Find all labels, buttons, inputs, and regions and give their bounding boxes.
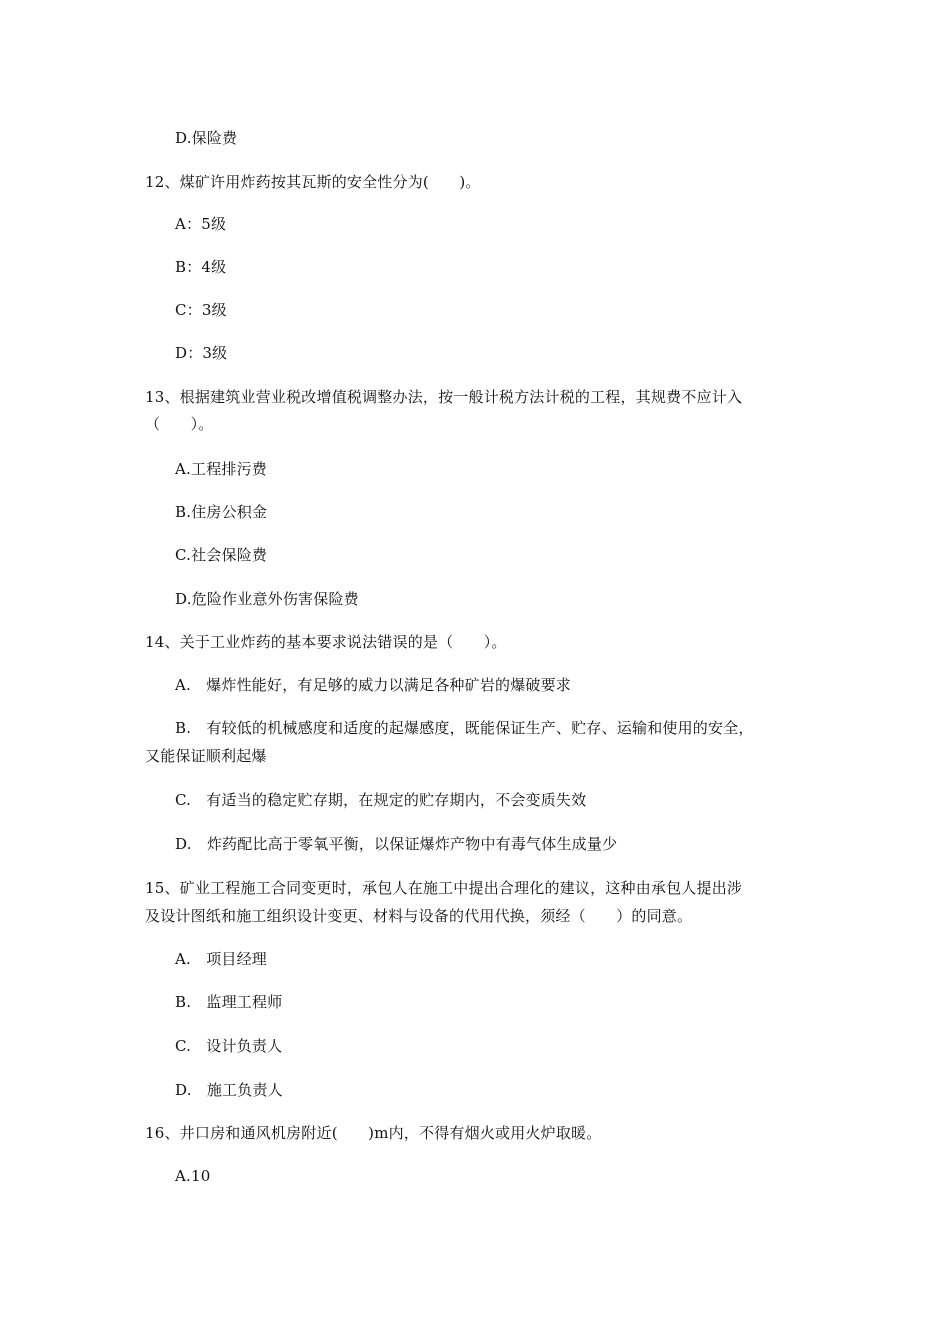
- option-13-a: A.工程排污费: [175, 460, 268, 478]
- option-15-d: D. 施工负责人: [175, 1081, 283, 1099]
- question-13: 13、根据建筑业营业税改增值税调整办法，按一般计税方法计税的工程，其规费不应计入: [145, 388, 743, 406]
- question-15-continuation: 及设计图纸和施工组织设计变更、材料与设备的代用代换，须经（ ）的同意。: [145, 907, 693, 925]
- question-15: 15、矿业工程施工合同变更时，承包人在施工中提出合理化的建议，这种由承包人提出涉: [145, 879, 743, 897]
- option-13-d: D.危险作业意外伤害保险费: [175, 590, 359, 608]
- option-14-c: C. 有适当的稳定贮存期，在规定的贮存期内，不会变质失效: [175, 791, 587, 809]
- option-14-b: B. 有较低的机械感度和适度的起爆感度，既能保证生产、贮存、运输和使用的安全，: [175, 719, 754, 737]
- option-13-c: C.社会保险费: [175, 546, 268, 564]
- option-12-c: C：3级: [175, 301, 227, 319]
- option-13-b: B.住房公积金: [175, 503, 268, 521]
- question-12: 12、煤矿许用炸药按其瓦斯的安全性分为( )。: [145, 173, 481, 191]
- option-15-c: C. 设计负责人: [175, 1037, 283, 1055]
- question-14: 14、关于工业炸药的基本要求说法错误的是（ ）。: [145, 633, 507, 651]
- option-12-a: A：5级: [175, 215, 227, 233]
- option-12-b: B：4级: [175, 258, 227, 276]
- option-14-d: D. 炸药配比高于零氧平衡，以保证爆炸产物中有毒气体生成量少: [175, 835, 618, 853]
- question-16: 16、井口房和通风机房附近( )m内，不得有烟火或用火炉取暖。: [145, 1124, 602, 1142]
- option-15-b: B. 监理工程师: [175, 993, 283, 1011]
- option-12-d: D：3级: [175, 344, 228, 362]
- option-16-a: A.10: [175, 1167, 211, 1185]
- question-13-continuation: （ ）。: [145, 415, 214, 433]
- option-15-a: A. 项目经理: [175, 950, 268, 968]
- option-14-a: A. 爆炸性能好，有足够的威力以满足各种矿岩的爆破要求: [175, 676, 572, 694]
- option-14-b-continuation: 又能保证顺利起爆: [145, 747, 267, 765]
- option-11-d: D.保险费: [175, 129, 238, 147]
